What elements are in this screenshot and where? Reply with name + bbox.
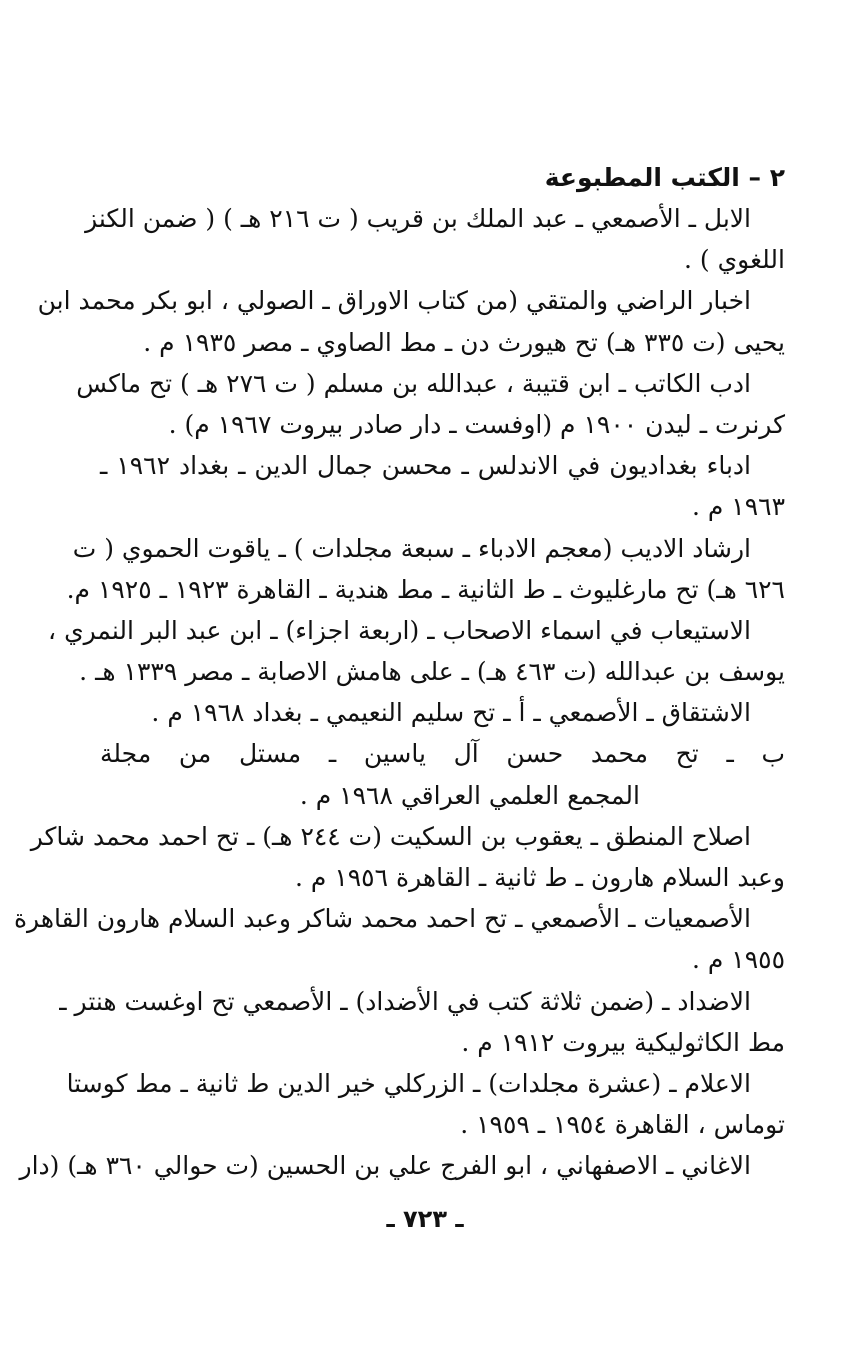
entry-line: ١٩٦٣ م . xyxy=(691,492,785,522)
section-heading: ٢ – الكتب المطبوعة xyxy=(544,163,785,192)
entry-line: الأصمعيات ـ الأصمعي ـ تح احمد محمد شاكر وعبد السلام هارون القاهرة xyxy=(13,904,751,934)
entry-line: ١٩٥٥ م . xyxy=(691,945,785,975)
entry-line: اخبار الراضي والمتقي (من كتاب الاوراق ـ الصولي ، ابو بكر محمد ابن xyxy=(37,286,751,316)
entry-line: يحيى (ت ٣٣٥ هـ) تح هيورث دن ـ مط الصاوي ـ مصر ١٩٣٥ م . xyxy=(143,327,785,357)
entry-line: ٦٢٦ هـ) تح مارغليوث ـ ط الثانية ـ مط هندية ـ القاهرة ١٩٢٣ ـ ١٩٢٥ م. xyxy=(66,574,785,604)
entry-line: ادب الكاتب ـ ابن قتيبة ، عبدالله بن مسلم ( ت ٢٧٦ هـ ) تح ماكس xyxy=(76,368,751,398)
entry-line: ب ـ تح محمد حسن آل ياسين ـ مستل من مجلة xyxy=(100,739,785,769)
entry-line: الاشتقاق ـ الأصمعي ـ أ ـ تح سليم النعيمي ـ بغداد ١٩٦٨ م . xyxy=(151,698,751,728)
entry-line: الابل ـ الأصمعي ـ عبد الملك بن قريب ( ت ٢١٦ هـ ) ( ضمن الكنز xyxy=(85,204,751,233)
entry-line: مط الكاثوليكية بيروت ١٩١٢ م . xyxy=(461,1027,785,1057)
entry-line: وعبد السلام هارون ـ ط ثانية ـ القاهرة ١٩٥٦ م . xyxy=(295,863,785,892)
entry-line: يوسف بن عبدالله (ت ٤٦٣ هـ) ـ على هامش الاصابة ـ مصر ١٣٣٩ هـ . xyxy=(79,657,785,687)
entry-line: الاضداد ـ (ضمن ثلاثة كتب في الأضداد) ـ الأصمعي تح اوغست هنتر ـ xyxy=(59,986,751,1016)
bibliography-section xyxy=(13,158,785,1187)
entry-line: توماس ، القاهرة ١٩٥٤ ـ ١٩٥٩ . xyxy=(460,1110,785,1140)
page-number: ـ ٧٢٣ ـ xyxy=(386,1205,464,1233)
entry-line: الاغاني ـ الاصفهاني ، ابو الفرج علي بن الحسين (ت حوالي ٣٦٠ هـ) (دار xyxy=(19,1151,751,1181)
entry-line: اللغوي ) . xyxy=(684,245,785,275)
entry-line: المجمع العلمي العراقي ١٩٦٨ م . xyxy=(299,780,640,810)
entry-line: كرنرت ـ ليدن ١٩٠٠ م (اوفست ـ دار صادر بيروت ١٩٦٧ م) . xyxy=(168,409,785,439)
entry-line: الاعلام ـ (عشرة مجلدات) ـ الزركلي خير الدين ط ثانية ـ مط كوستا xyxy=(66,1068,751,1098)
entry-line: اصلاح المنطق ـ يعقوب بن السكيت (ت ٢٤٤ هـ) ـ تح احمد محمد شاكر xyxy=(30,821,751,851)
entry-line: ارشاد الاديب (معجم الادباء ـ سبعة مجلدات ) ـ ياقوت الحموي ( ت xyxy=(72,533,751,563)
entry-line: الاستيعاب في اسماء الاصحاب ـ (اربعة اجزاء) ـ ابن عبد البر النمري ، xyxy=(48,615,751,645)
entry-line: ادباء بغداديون في الاندلس ـ محسن جمال الدين ـ بغداد ١٩٦٢ ـ xyxy=(100,451,751,481)
